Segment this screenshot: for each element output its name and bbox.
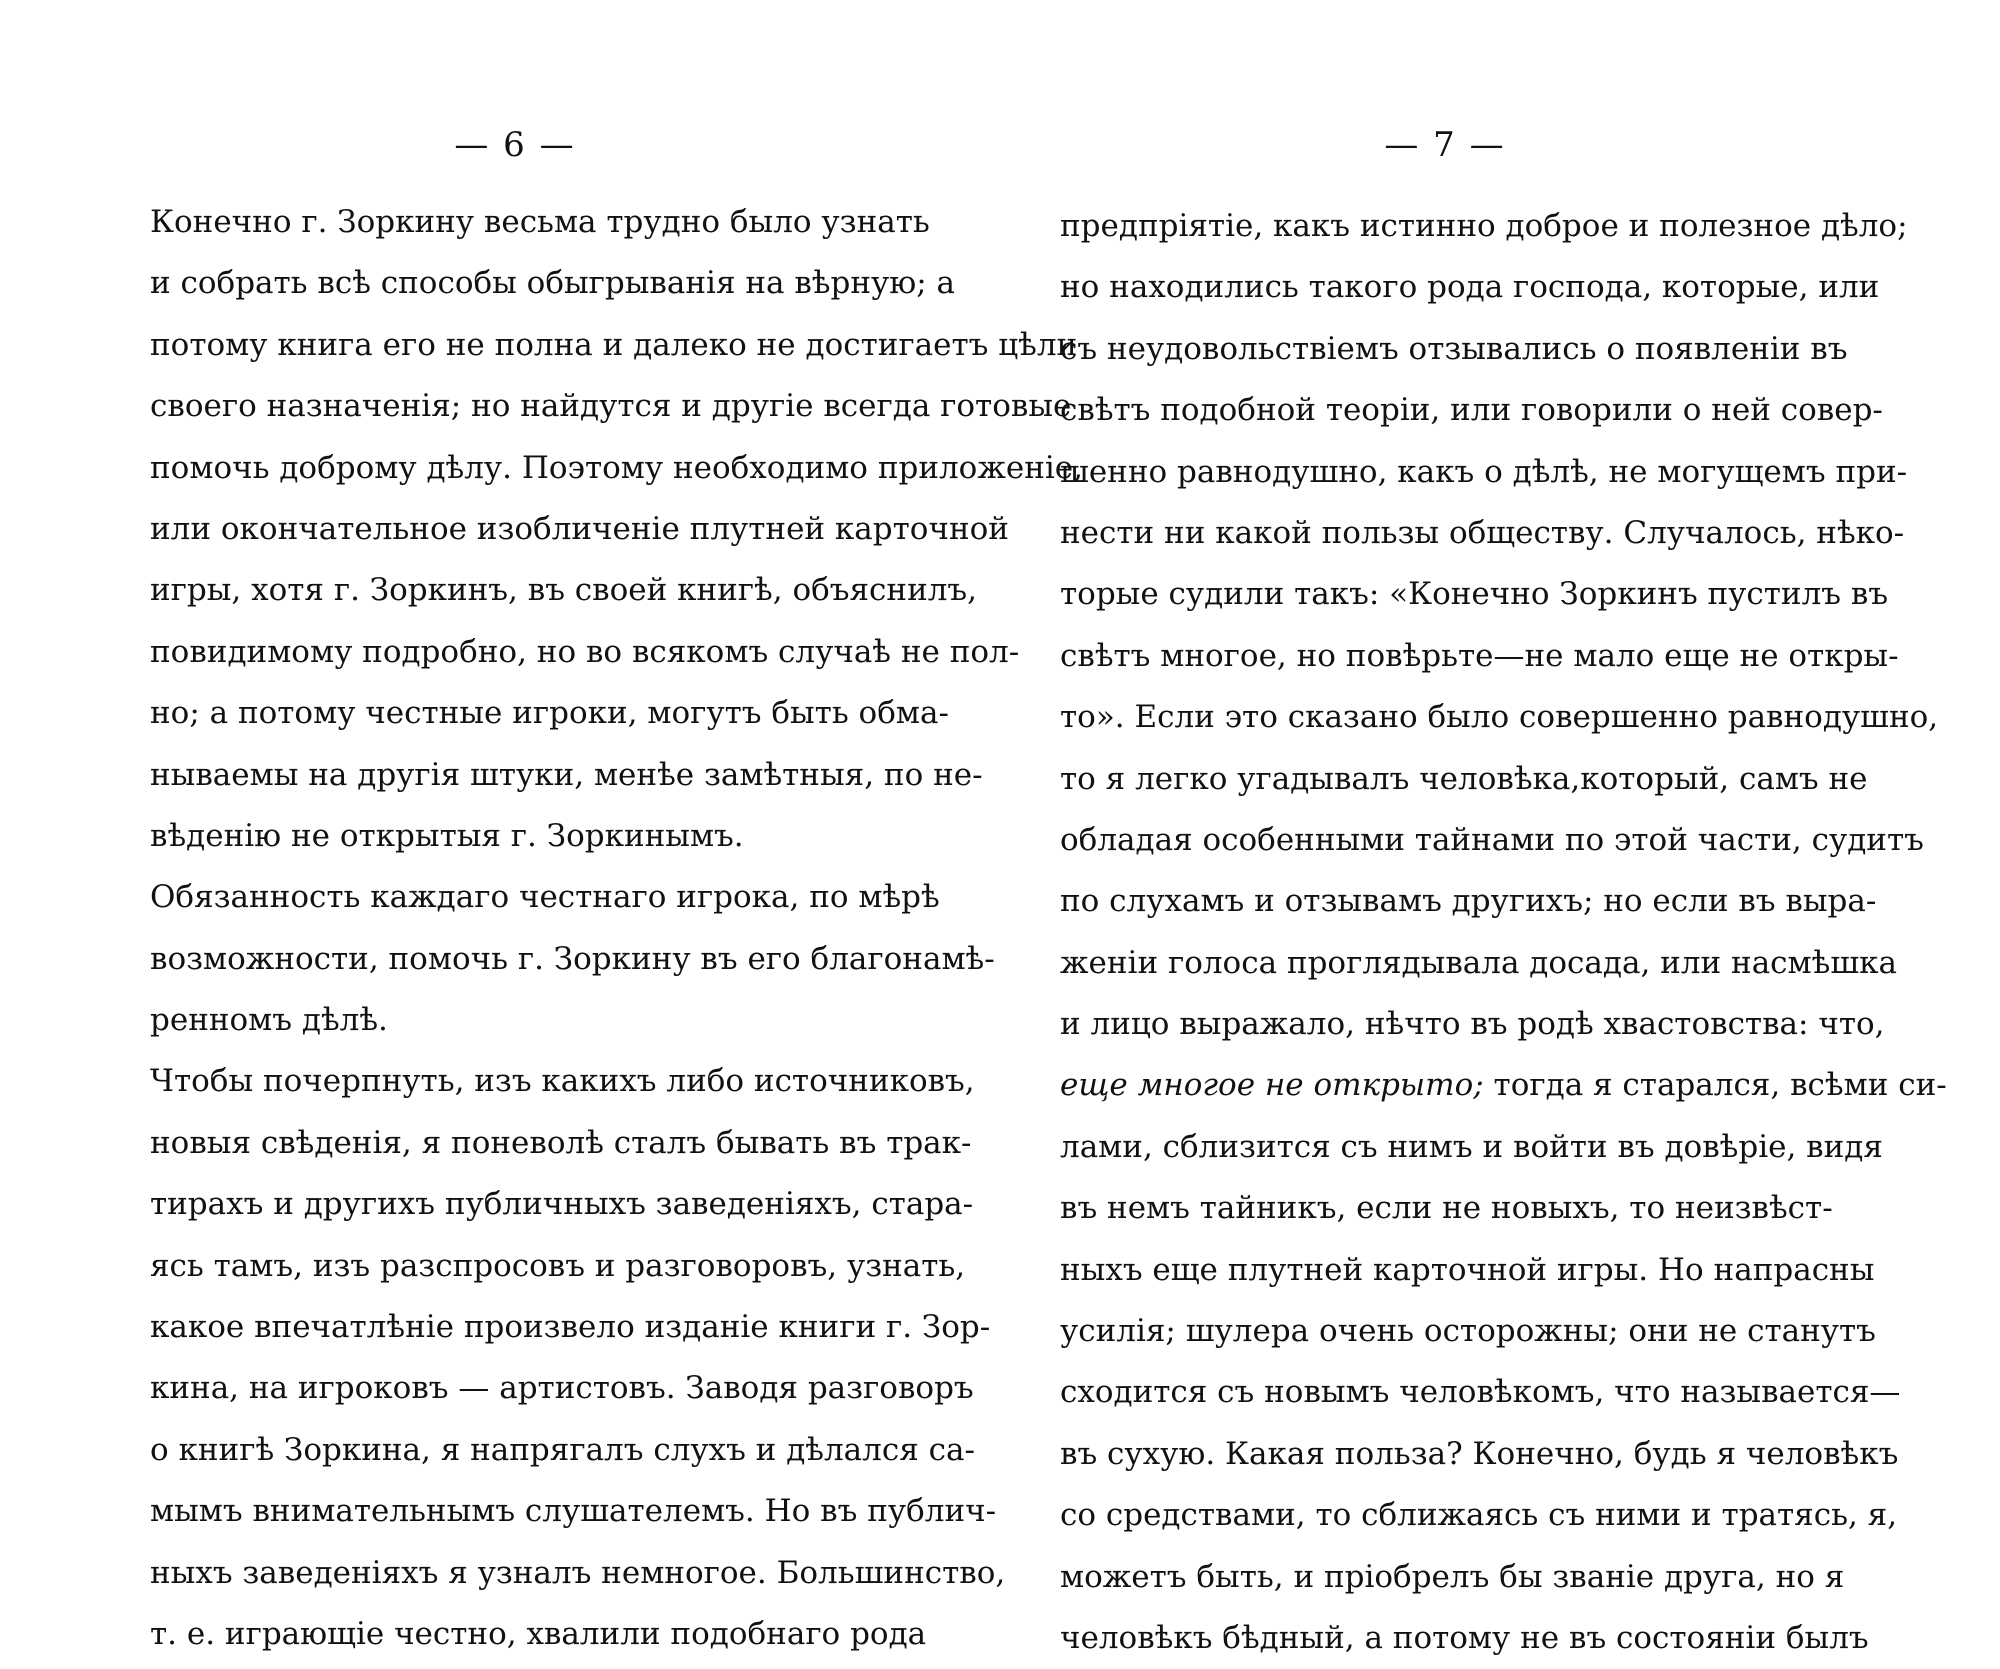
left-page: [150, 0, 1083, 1652]
text-line: со средствами, то сближаясь съ ними и тратясь, я,: [1060, 1497, 1898, 1534]
text-line: свѣтъ подобной теоріи, или говорили о ней совер-: [1060, 392, 1883, 429]
text-line: нести ни какой пользы обществу. Случалось, нѣко-: [1060, 514, 1905, 551]
text-line: и лицо выражало, нѣчто въ родѣ хвастовства: что,: [1060, 1006, 1885, 1043]
text-line: ясь тамъ, изъ разспросовъ и разговоровъ, узнать,: [150, 1247, 966, 1284]
text-line: ренномъ дѣлѣ.: [150, 1002, 388, 1039]
text-line: женіи голоса проглядывала досада, или насмѣшка: [1060, 944, 1898, 981]
text-line: Чтобы почерпнуть, изъ какихъ либо источниковъ,: [150, 1063, 975, 1100]
text-line: то я легко угадывалъ человѣка,который, самъ не: [1060, 760, 1868, 797]
text-line: вѣденію не открытыя г. Зоркинымъ.: [150, 817, 744, 854]
text-line: человѣкъ бѣдный, а потому не въ состояніи былъ: [1060, 1619, 1869, 1656]
text-line: то». Если это сказано было совершенно равнодушно,: [1060, 699, 1939, 736]
text-line: игры, хотя г. Зоркинъ, въ своей книгѣ, объяснилъ,: [150, 572, 978, 609]
text-line-with-italic: [1060, 1055, 1947, 1116]
text-line: съ неудовольствіемъ отзывались о появленіи въ: [1060, 330, 1848, 367]
text-line: свѣтъ многое, но повѣрьте—не мало еще не откры-: [1060, 637, 1899, 674]
text-line: лами, сблизится съ нимъ и войти въ довѣріе, видя: [1060, 1128, 1883, 1165]
text-line: усилія; шулера очень осторожны; они не станутъ: [1060, 1313, 1876, 1350]
text-line: новыя свѣденія, я поневолѣ сталъ бывать въ трак-: [150, 1124, 972, 1161]
right-page: [1060, 0, 1947, 1656]
text-line: нываемы на другія штуки, менѣе замѣтныя, по не-: [150, 756, 983, 793]
text-line: помочь доброму дѣлу. Поэтому необходимо приложеніе,: [150, 449, 1083, 486]
text-line: сходится съ новымъ человѣкомъ, что называется—: [1060, 1374, 1901, 1411]
text-line: торые судили такъ: «Конечно Зоркинъ пустилъ въ: [1060, 576, 1889, 613]
text-line: и собрать всѣ способы обыгрыванія на вѣрную; а: [150, 265, 956, 302]
text-line: но; а потому честные игроки, могутъ быть обма-: [150, 695, 949, 732]
text-line: кина, на игроковъ — артистовъ. Заводя разговоръ: [150, 1370, 974, 1407]
text-line: предпріятіе, какъ истинно доброе и полезное дѣло;: [1060, 208, 1908, 244]
page-number-left: — 6 —: [454, 125, 576, 165]
text-line: повидимому подробно, но во всякомъ случаѣ не пол-: [150, 633, 1020, 670]
left-page-text: [150, 192, 1083, 1665]
text-line: мымъ внимательнымъ слушателемъ. Но въ публич-: [150, 1493, 997, 1530]
text-line: о книгѣ Зоркина, я напрягалъ слухъ и дѣлался са-: [150, 1431, 975, 1468]
italic-fragment: еще многое не открыто;: [1060, 1067, 1484, 1104]
text-line: какое впечатлѣніе произвело изданіе книги г. Зор-: [150, 1309, 991, 1346]
text-line-rest: тогда я старался, всѣми си-: [1493, 1067, 1947, 1104]
text-line: потому книга его не полна и далеко не достигаетъ цѣли: [150, 326, 1078, 363]
text-line: въ сухую. Какая польза? Конечно, будь я человѣкъ: [1060, 1435, 1899, 1472]
text-line: или окончательное изобличеніе плутней карточной: [150, 510, 1009, 547]
text-line: ныхъ еще плутней карточной игры. Но напрасны: [1060, 1251, 1875, 1288]
text-line: т. е. играющіе честно, хвалили подобнаго рода: [150, 1615, 927, 1652]
text-line: по слухамъ и отзывамъ другихъ; но если въ выра-: [1060, 883, 1877, 920]
text-line: но находились такого рода господа, которые, или: [1060, 269, 1880, 306]
right-page-text: [1060, 196, 1947, 1669]
text-line: шенно равнодушно, какъ о дѣлѣ, не могущемъ при-: [1060, 453, 1908, 490]
text-line: обладая особенными тайнами по этой части, судитъ: [1060, 821, 1924, 858]
text-line: тирахъ и другихъ публичныхъ заведеніяхъ, стара-: [150, 1186, 974, 1223]
text-line: можетъ быть, и пріобрелъ бы званіе друга, но я: [1060, 1558, 1845, 1595]
text-line: Конечно г. Зоркину весьма трудно было узнать: [150, 204, 930, 240]
text-line: ныхъ заведеніяхъ я узналъ немногое. Большинство,: [150, 1554, 1006, 1591]
text-line: въ немъ тайникъ, если не новыхъ, то неизвѣст-: [1060, 1190, 1833, 1227]
text-line: возможности, помочь г. Зоркину въ его благонамѣ-: [150, 940, 995, 977]
page-number-right: — 7 —: [1384, 125, 1506, 165]
text-line: Обязанность каждаго честнаго игрока, по мѣрѣ: [150, 879, 940, 916]
text-line: своего назначенія; но найдутся и другіе всегда готовые: [150, 388, 1072, 425]
